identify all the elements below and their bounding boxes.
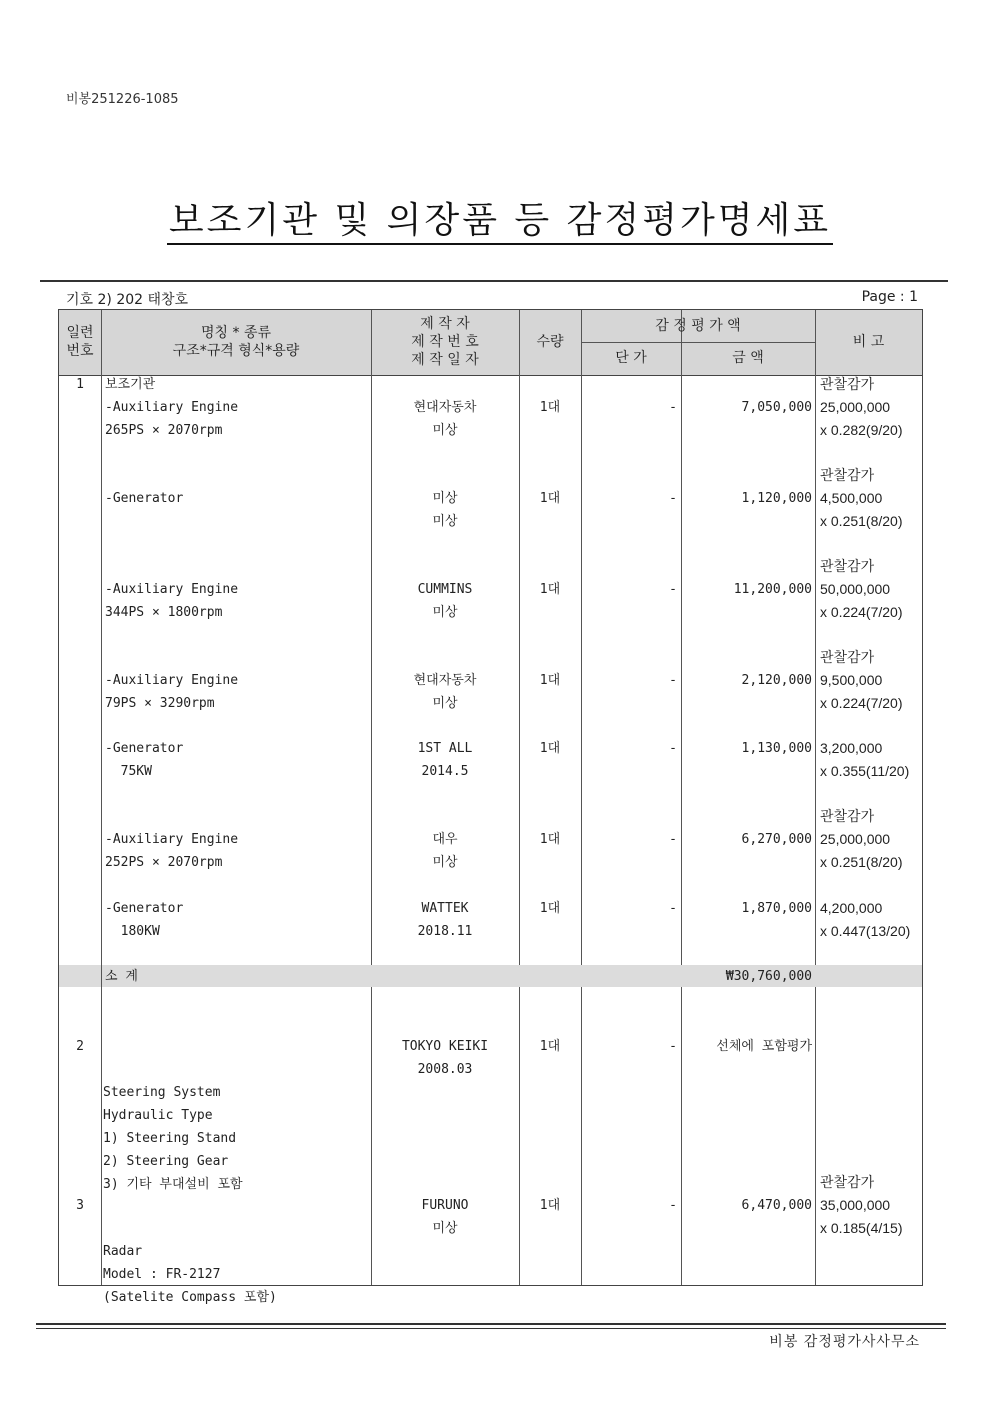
item-unit-price: -: [669, 491, 677, 506]
item-amount: 2,120,000: [741, 673, 812, 688]
item-remarks: 관찰감가 25,000,000 x 0.251(8/20): [820, 808, 903, 870]
item-unit-price: -: [669, 582, 677, 597]
header-remarks: 비 고: [852, 334, 885, 350]
item-name: -Auxiliary Engine 79PS × 3290rpm: [105, 673, 239, 711]
item-unit-price: -: [669, 901, 677, 916]
item-amount: 1,130,000: [741, 741, 812, 756]
item-name: -Auxiliary Engine 252PS × 2070rpm: [105, 832, 239, 870]
item-remarks: 관찰감가 4,500,000 x 0.251(8/20): [820, 467, 903, 529]
section-heading: 보조기관: [105, 377, 156, 392]
item-unit-price: -: [669, 741, 677, 756]
header-no: 일련 번호: [66, 325, 94, 359]
item-unit-price: -: [669, 832, 677, 847]
item-unit-price: -: [669, 673, 677, 688]
item-remarks: 관찰감가 50,000,000 x 0.224(7/20): [820, 558, 903, 620]
appraisal-table: [58, 309, 923, 1305]
header-maker: 제 작 자 제 작 번 호 제 작 일 자: [411, 316, 479, 368]
header-qty: 수량: [536, 334, 564, 350]
item-amount: 7,050,000: [741, 400, 812, 415]
item-maker: 현대자동차 미상: [413, 400, 477, 438]
bottom-rule: [36, 1323, 946, 1325]
row-number: 3: [76, 1198, 84, 1213]
item-name: -Auxiliary Engine 344PS × 1800rpm: [105, 582, 239, 620]
row-number: 1: [76, 377, 84, 392]
item-remarks: 관찰감가 35,000,000 x 0.185(4/15): [820, 1174, 903, 1236]
item-unit-price: -: [669, 1039, 677, 1054]
subtotal-amount: ₩30,760,000: [725, 969, 812, 984]
item-maker: FURUNO 미상: [421, 1198, 469, 1236]
item-amount: 선체에 포함평가: [716, 1039, 812, 1054]
item-maker: 미상 미상: [432, 491, 458, 529]
top-rule: [40, 280, 948, 282]
item-maker: 대우 미상: [432, 832, 458, 870]
header-unit-price: 단 가: [615, 350, 647, 366]
page-label: Page : 1: [861, 289, 918, 305]
item-amount: 11,200,000: [733, 582, 812, 597]
item-qty: 1대: [539, 491, 561, 506]
item-amount: 1,120,000: [741, 491, 812, 506]
item-amount: 1,870,000: [741, 901, 812, 916]
item-qty: 1대: [539, 673, 561, 688]
item-maker: 현대자동차 미상: [413, 673, 477, 711]
header-appraisal: 감 정 평 가 액: [655, 318, 741, 334]
item-remarks: 3,200,000 x 0.355(11/20): [820, 740, 910, 779]
item-name: Radar Model : FR-2127 (Satelite Compass 포함): [103, 1244, 277, 1305]
footer-office: 비봉 감정평가사사무소: [769, 1334, 920, 1350]
item-name: -Generator 180KW: [105, 901, 184, 939]
item-unit-price: -: [669, 400, 677, 415]
row-number: 2: [76, 1039, 84, 1054]
item-remarks: 4,200,000 x 0.447(13/20): [820, 900, 911, 939]
item-qty: 1대: [539, 400, 561, 415]
document-id: 비봉251226-1085: [66, 92, 179, 107]
item-name: Steering System Hydraulic Type 1) Steering Stand 2) Steering Gear 3) 기타 부대설비 포함: [103, 1085, 243, 1192]
item-name: -Auxiliary Engine 265PS × 2070rpm: [105, 400, 239, 438]
item-qty: 1대: [539, 832, 561, 847]
item-maker: CUMMINS 미상: [417, 582, 473, 620]
item-qty: 1대: [539, 741, 561, 756]
subheading: 기호 2) 202 태창호: [66, 292, 189, 308]
item-qty: 1대: [539, 1039, 561, 1054]
item-name: -Generator: [105, 491, 184, 506]
subtotal-label: 소 계: [105, 969, 138, 984]
item-amount: 6,470,000: [741, 1198, 812, 1213]
item-name: -Generator 75KW: [105, 741, 184, 779]
item-remarks: 관찰감가 25,000,000 x 0.282(9/20): [820, 376, 903, 438]
item-unit-price: -: [669, 1198, 677, 1213]
document-title: 보조기관 및 의장품 등 감정평가명세표: [0, 192, 1000, 243]
item-maker: WATTEK 2018.11: [417, 901, 473, 939]
header-amount: 금 액: [732, 350, 764, 366]
item-qty: 1대: [539, 1198, 561, 1213]
header-name: 명칭 * 종류 구조*규격 형식*용량: [172, 325, 300, 359]
item-maker: 1ST ALL 2014.5: [417, 741, 473, 779]
item-maker: TOKYO KEIKI 2008.03: [401, 1039, 489, 1077]
bottom-rule-thin: [36, 1328, 946, 1329]
item-amount: 6,270,000: [741, 832, 812, 847]
item-qty: 1대: [539, 901, 561, 916]
item-qty: 1대: [539, 582, 561, 597]
item-remarks: 관찰감가 9,500,000 x 0.224(7/20): [820, 649, 903, 711]
